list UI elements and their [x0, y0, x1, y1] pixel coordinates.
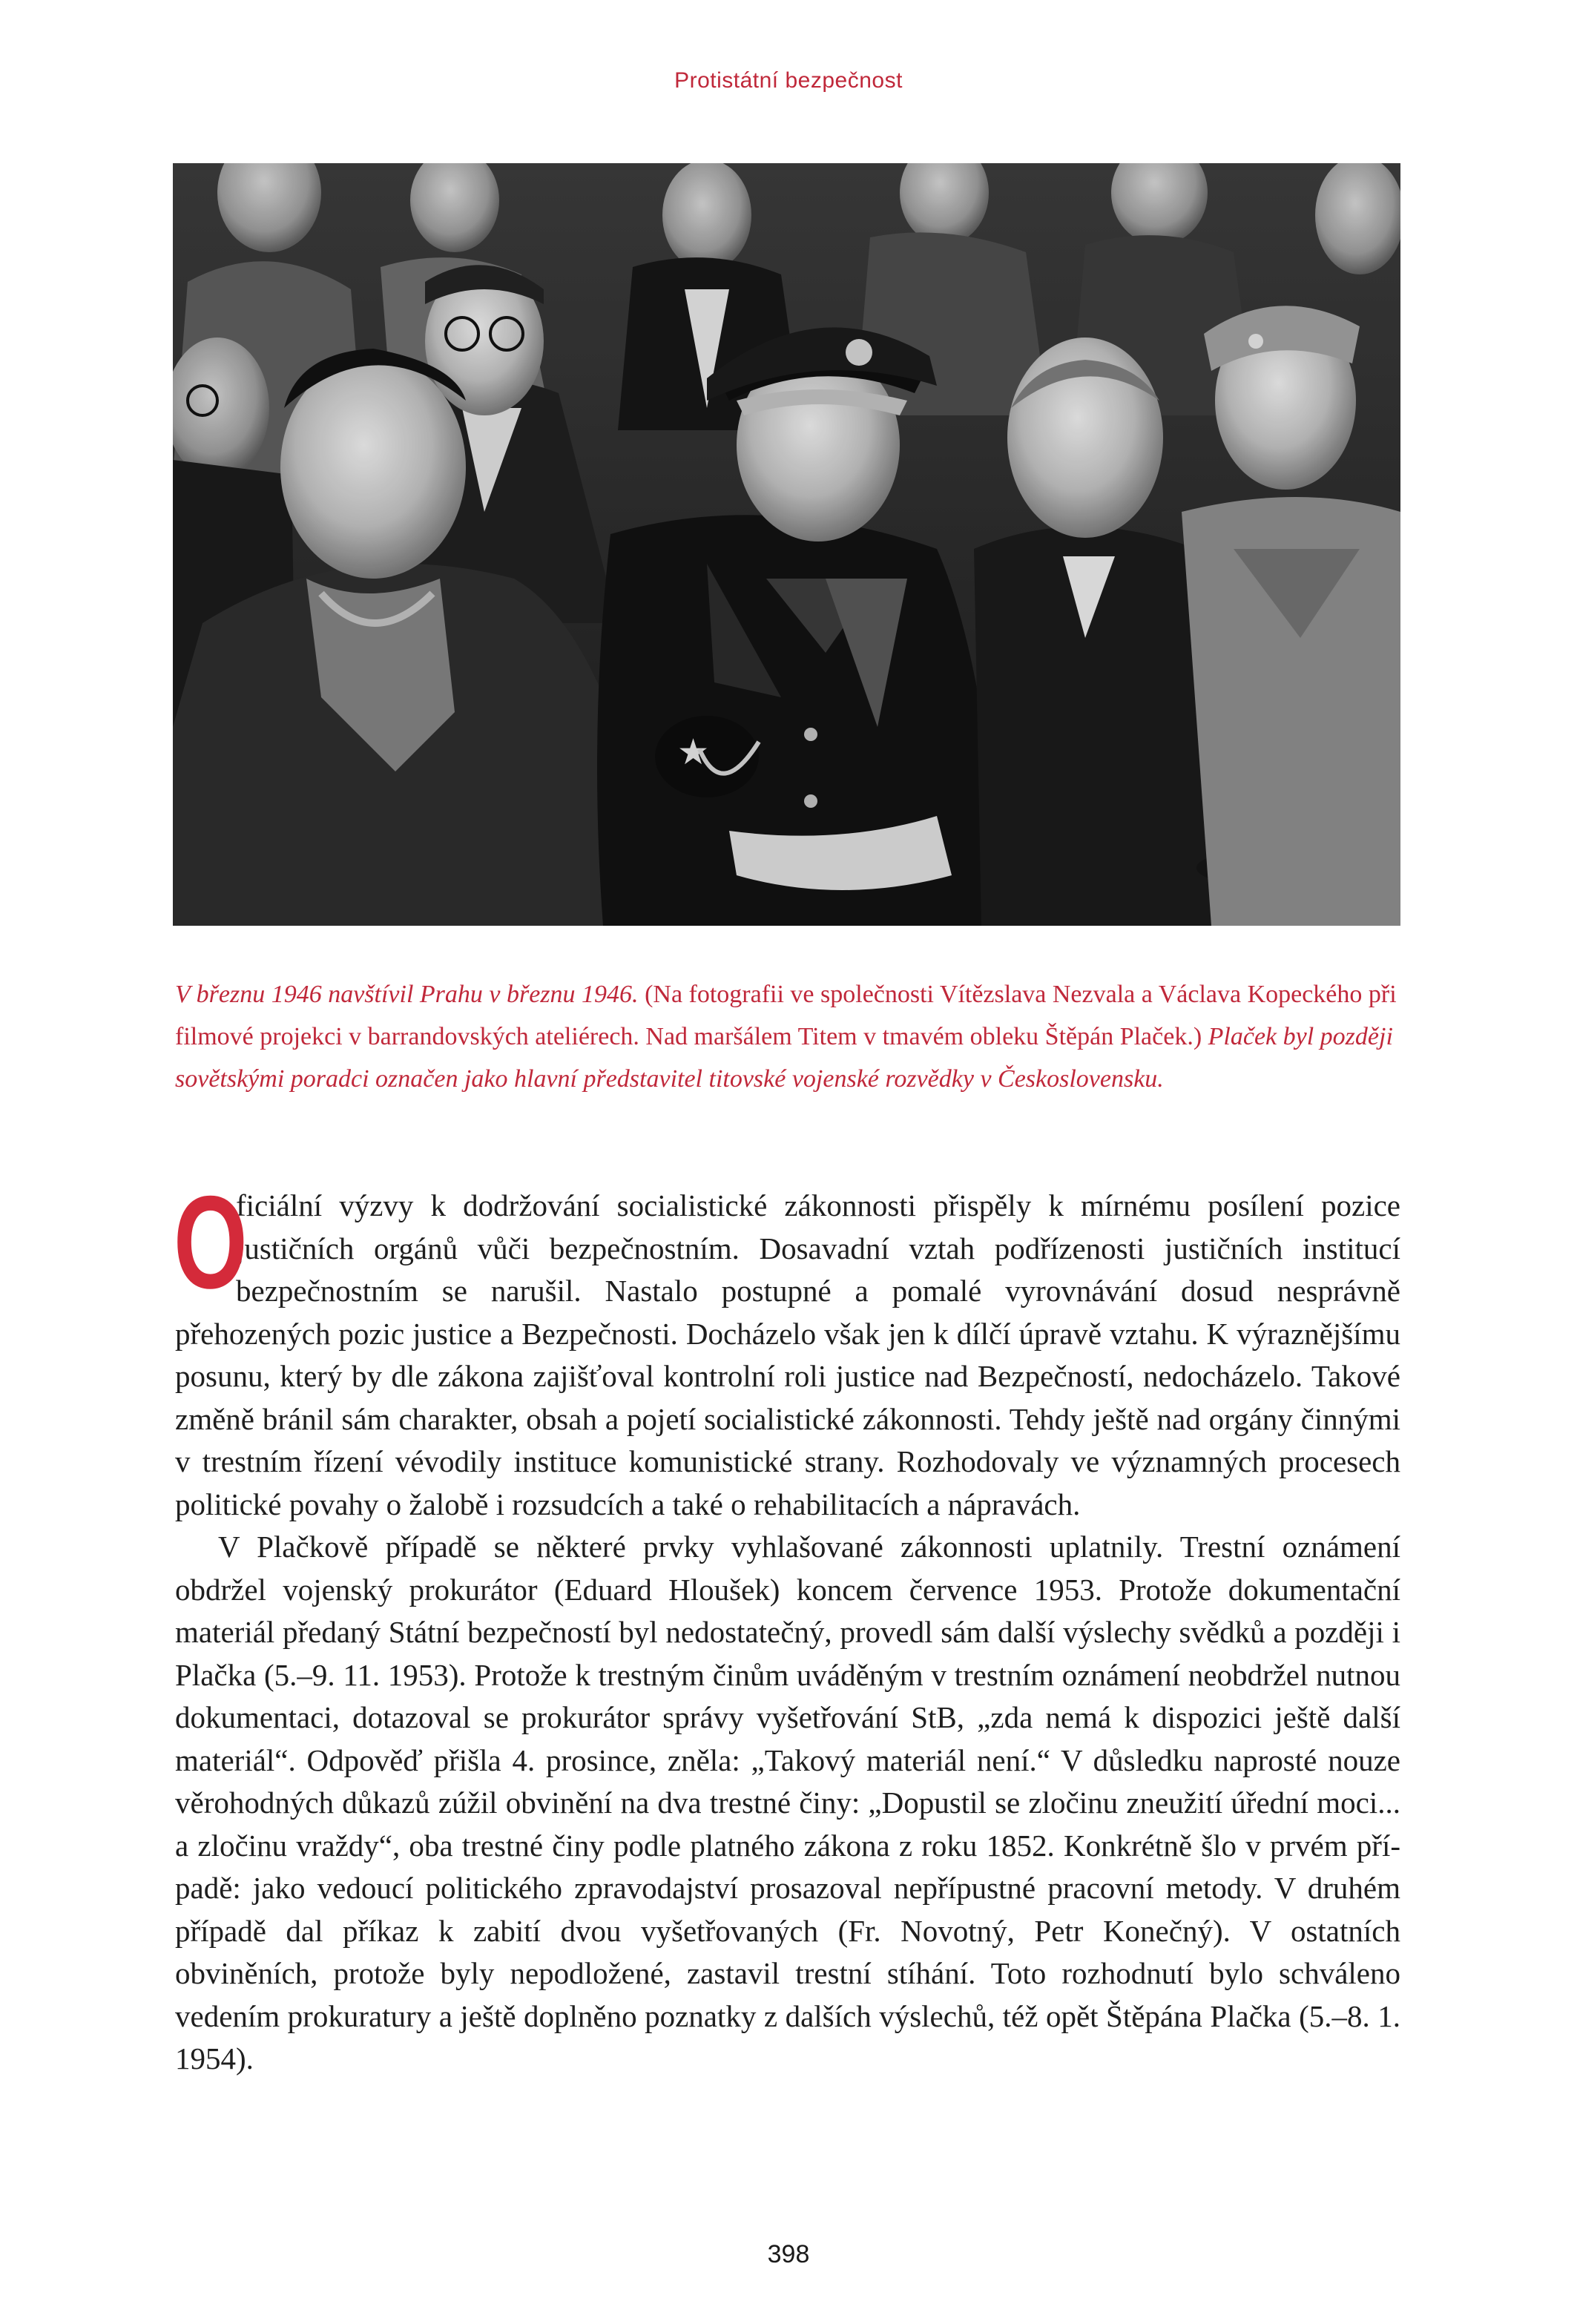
- paragraph-1-text: ficiální výzvy k dodržování socialistické zákonnosti přispěly k mírnému posílení pozice justičních orgánů vůči bezpečnostním. Dosavadní vztah podřízenosti justičních institucí bezpečnostním se narušil. Nastalo postupné a pomalé vyrovnávání dosud nesprávně přehozených pozic justice a Bezpečnosti. Docházelo však jen k dílčí úpravě vztahu. K výraznějšímu posunu, který by dle zákona zajišťoval kontrolní roli justice nad Bezpečností, nedocházelo. Takové změně bránil sám charakter, obsah a pojetí socialistické zákonnosti. Tehdy ještě nad orgány činnými v trestním řízení vévodily instituce komunistické strany. Rozhodovaly ve významných procesech politické povahy o žalobě i rozsudcích a také o rehabilitacích a nápravách.: [175, 1188, 1400, 1521]
- svg-text:★: ★: [677, 731, 710, 773]
- paragraph-2: V Plačkově případě se některé prvky vyhlašované zákonnosti uplatnily. Trestní oznámení obdržel vojenský prokurátor (Eduard Hloušek) koncem července 1953. Protože dokumentační materiál předaný Státní bezpečností byl nedostatečný, provedl sám další výslechy svědků a později i Plačka (5.–9. 11. 1953). Protože k trestným činům uváděným v trestním oznámení neobdržel nutnou dokumentaci, dotazoval se prokurátor správy vyšetřování StB, „zda nemá k dispozici ještě další materiál“. Odpověď přišla 4. prosince, zněla: „Takový materiál není.“ V důsledku naprosté nouze věrohodných důkazů zúžil obvinění na dva trestné činy: „Dopustil se zločinu zneužití úřední moci... a zločinu vraždy“, oba trestné činy podle platného zákona z roku 1852. Konkrétně šlo v prvém případě: jako vedoucí politického zpravodajství prosazoval nepřípustné pracovní metody. V druhém případě dal příkaz k zabití dvou vyšetřovaných (Fr. Novotný, Petr Konečný). V ostatních obviněních, protože byly nepodložené, zastavil trestní stíhání. Toto rozhodnutí bylo schváleno vedením prokuratury a ještě doplněno poznatky z dalších výslechů, též opět Štěpána Plačka (5.–8. 1. 1954).: [175, 1530, 1400, 2076]
- body-text: [174, 1168, 1400, 2081]
- historical-photo: [173, 163, 1400, 926]
- page-number: 398: [767, 2240, 810, 2268]
- running-head: Protistátní bezpečnost: [674, 68, 903, 93]
- drop-cap: O: [174, 1168, 248, 1316]
- caption-italic-lead: V březnu 1946 navštívil Prahu v březnu 1946.: [175, 981, 639, 1008]
- photo-caption: [175, 973, 1399, 1100]
- caption-description: (Na fotografii ve společnosti Vítězslava Nezvala a Václava Kopeckého při filmové projekci v barrandovských ateliérech. Nad maršálem Titem v tmavém obleku Štěpán Plaček.): [175, 981, 1397, 1050]
- caption-italic-tail: Plaček byl později sovětskými poradci označen jako hlavní představitel titovské vojenské rozvědky v Československu.: [175, 1023, 1393, 1093]
- paragraph-1: [174, 1168, 1400, 1526]
